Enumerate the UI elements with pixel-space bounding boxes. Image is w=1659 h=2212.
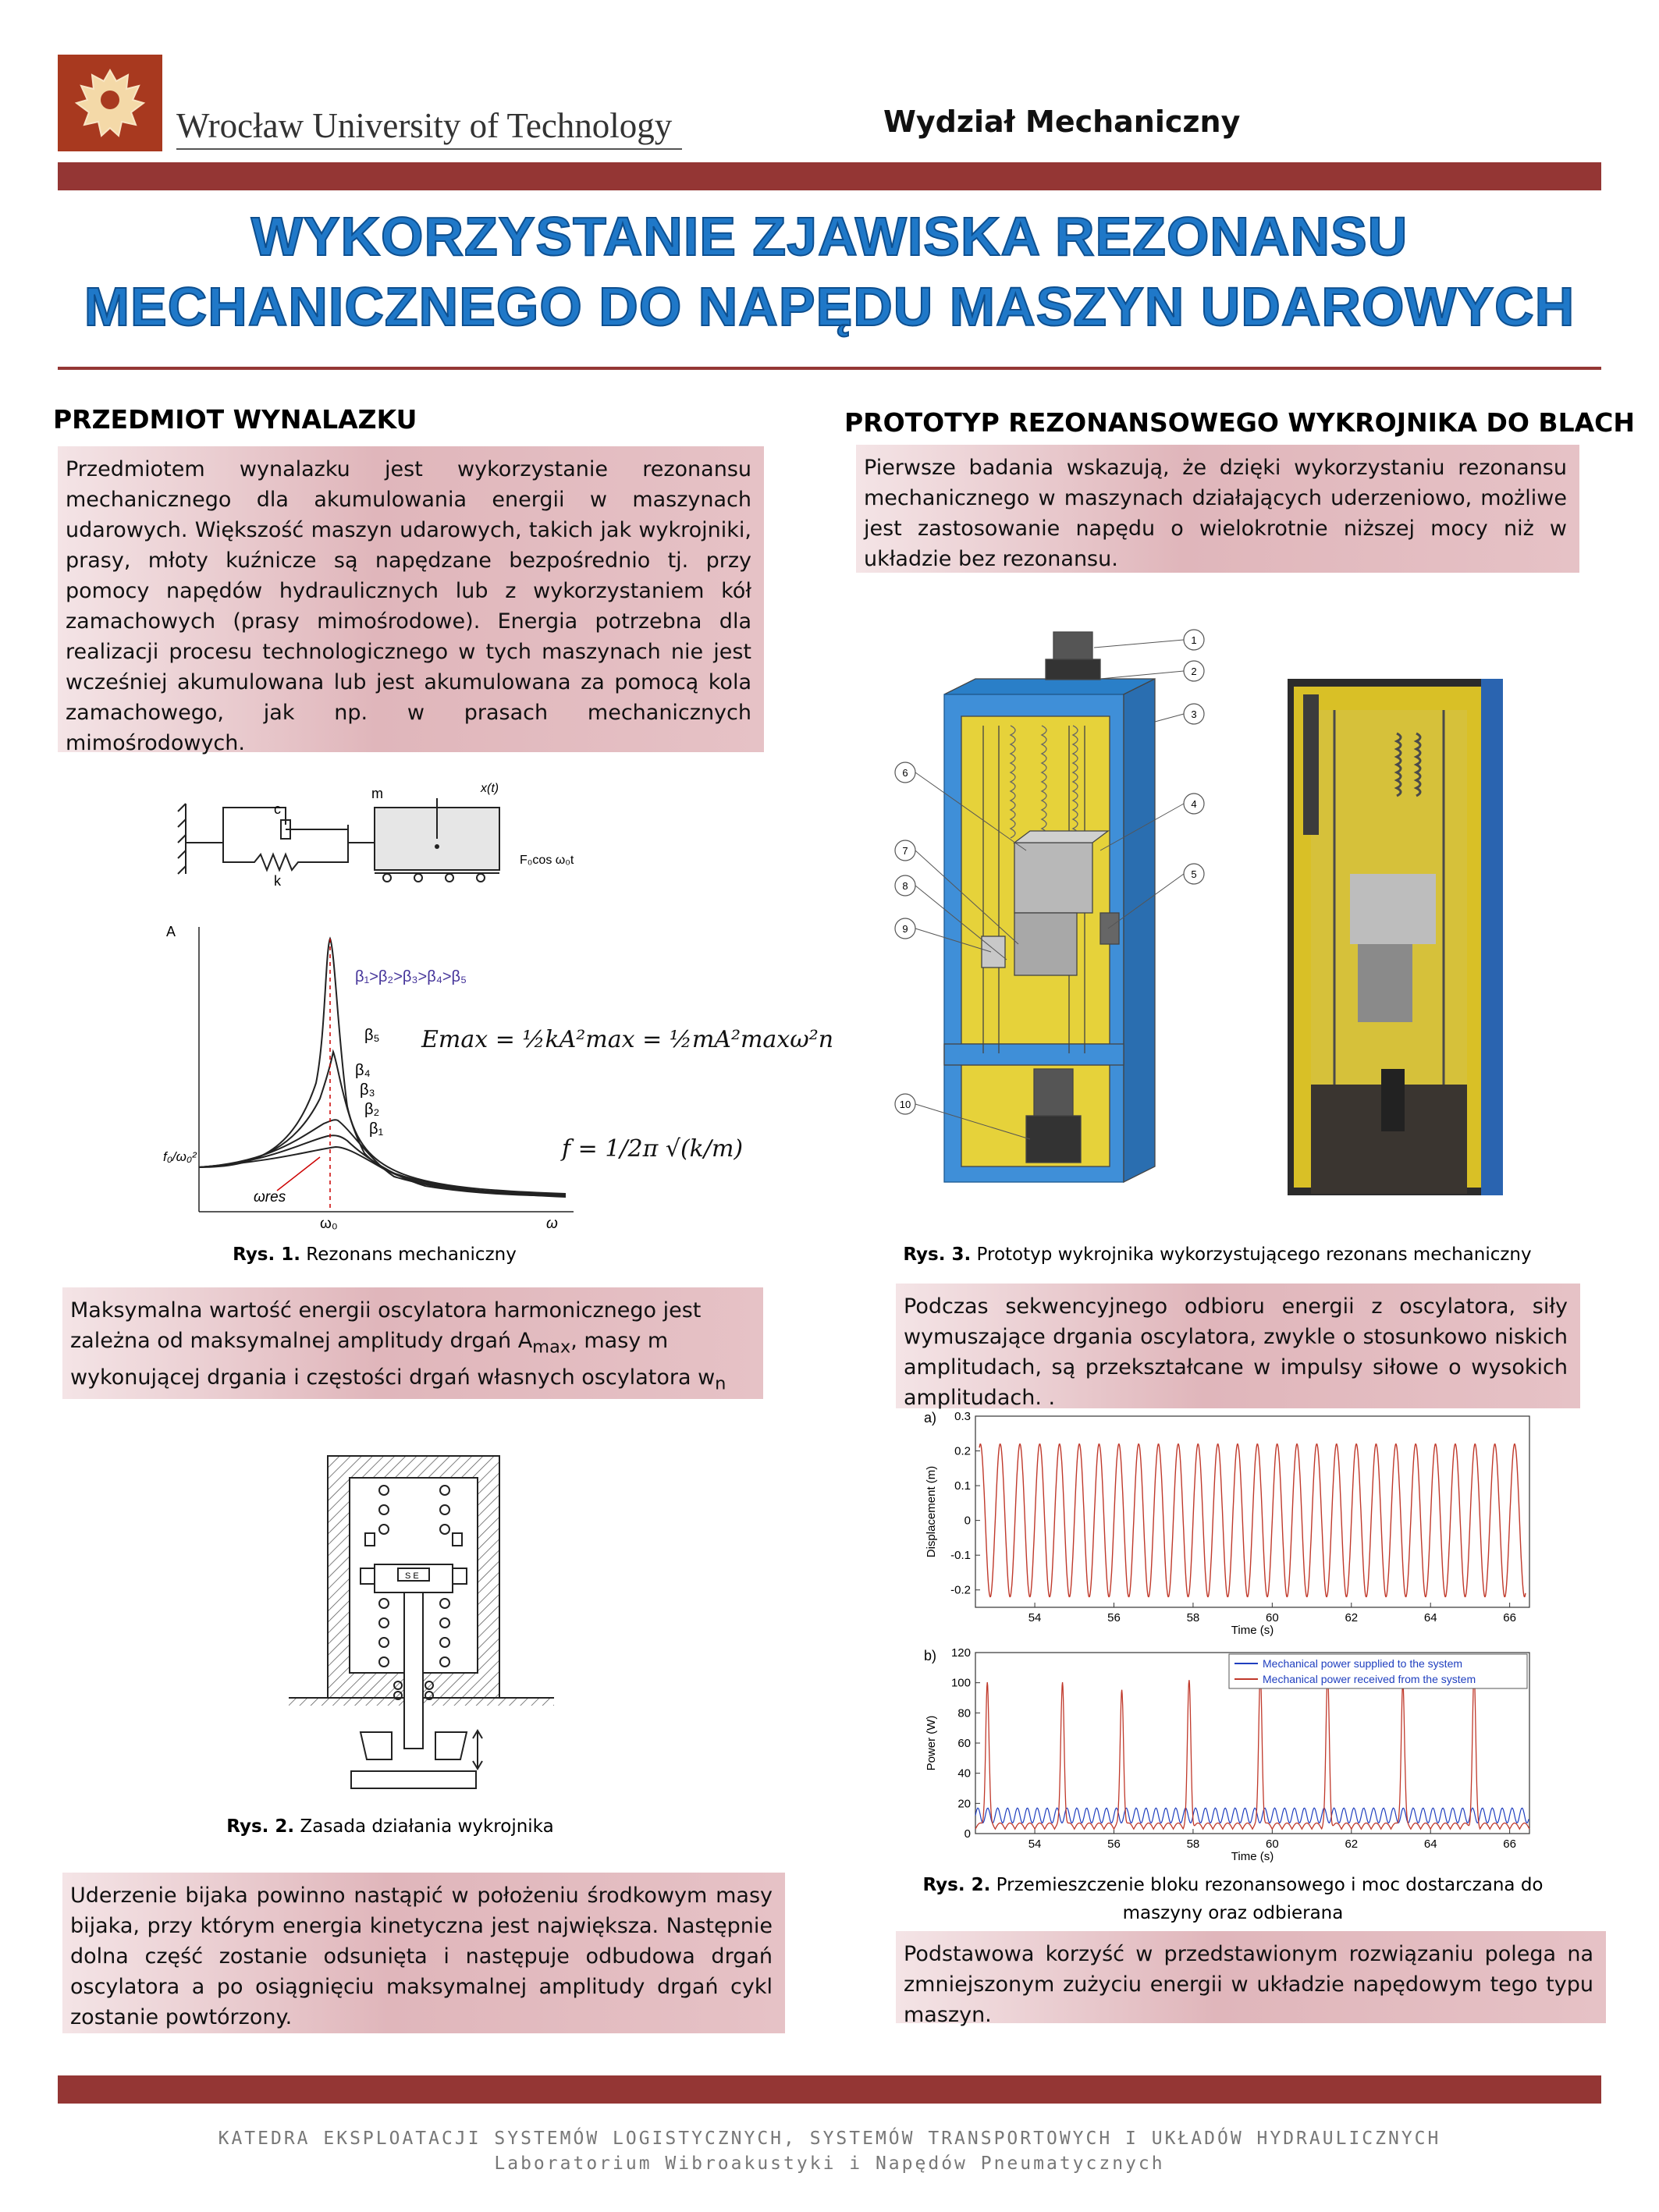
label-b1: β₁ bbox=[369, 1120, 384, 1138]
label-se: S E bbox=[405, 1571, 419, 1581]
label-beta-order: β₁>β₂>β₃>β₄>β₅ bbox=[355, 968, 467, 985]
power-chart bbox=[921, 1646, 1545, 1873]
label-c: c bbox=[274, 801, 281, 817]
title-line-2: MECHANICZNEGO DO NAPĘDU MASZYN UDAROWYCH bbox=[83, 276, 1576, 337]
x-tick-label: 60 bbox=[1266, 1837, 1279, 1851]
energy-text-b: , masy m wykonującej drgania i częstości drgań własnych oscylatora w bbox=[70, 1329, 716, 1390]
x-tick-label: 62 bbox=[1345, 1837, 1359, 1851]
eagle-icon bbox=[58, 55, 162, 151]
label-w: ω bbox=[546, 1216, 558, 1231]
x-axis-label: Time (s) bbox=[1231, 1850, 1274, 1863]
y-tick-label: 0.3 bbox=[954, 1410, 971, 1423]
x-tick-label: 64 bbox=[1423, 1611, 1437, 1624]
impact-paragraph: Uderzenie bijaka powinno nastąpić w położeniu środkowym masy bijaka, przy którym energia kinetyczna jest największa. Następnie dolna część zostanie odsunięta i następuje odbudowa drgań oscylatora a po osiągnięciu maksymalnej amplitudy drgań cykl zostanie powtórzony. bbox=[62, 1873, 785, 2033]
x-tick-label: 66 bbox=[1503, 1611, 1516, 1624]
fig4-caption bbox=[905, 1871, 1561, 1927]
label-m: m bbox=[371, 786, 383, 801]
label-A: A bbox=[166, 924, 176, 939]
prototype-cad-render bbox=[890, 616, 1217, 1194]
prototype-paragraph: Pierwsze badania wskazują, że dzięki wykorzystaniu rezonansu mechanicznego w maszynach działających uderzeniowo, możliwe jest zastosowanie napędu o wielokrotnie niższej mocy niż w układzie bez rezonansu. bbox=[856, 445, 1579, 573]
callout-6: 6 bbox=[902, 767, 908, 779]
x-tick-label: 54 bbox=[1028, 1611, 1042, 1624]
x-tick-label: 56 bbox=[1107, 1611, 1121, 1624]
fig3-caption-label: Rys. 3. bbox=[903, 1244, 972, 1265]
fig3-caption-text: Prototyp wykrojnika wykorzystującego rezonans mechaniczny bbox=[971, 1244, 1532, 1265]
panel-label: b) bbox=[924, 1648, 937, 1663]
energy-sub-n: n bbox=[715, 1373, 726, 1394]
y-tick-label: 60 bbox=[957, 1737, 971, 1750]
y-tick-label: 20 bbox=[957, 1797, 971, 1811]
fig1-caption bbox=[172, 1244, 577, 1265]
callout-2: 2 bbox=[1191, 666, 1197, 677]
callout-3: 3 bbox=[1191, 708, 1197, 720]
fig4-caption-text: Przemieszczenie bloku rezonansowego i moc dostarczana do maszyny oraz odbierana bbox=[990, 1875, 1544, 1923]
label-b3: β₃ bbox=[360, 1081, 375, 1099]
fig3-caption bbox=[890, 1244, 1545, 1265]
y-tick-label: -0.2 bbox=[950, 1583, 971, 1597]
displacement-chart bbox=[921, 1408, 1545, 1650]
label-f0w: f₀/ω₀² bbox=[163, 1149, 197, 1164]
left-heading: PRZEDMIOT WYNALAZKU bbox=[53, 404, 417, 435]
y-tick-label: -0.1 bbox=[950, 1549, 971, 1563]
university-underline bbox=[176, 148, 682, 150]
x-tick-label: 56 bbox=[1107, 1837, 1121, 1851]
y-tick-label: 0.1 bbox=[954, 1479, 971, 1493]
footer-line-1: KATEDRA EKSPLOATACJI SYSTEMÓW LOGISTYCZNYCH, SYSTEMÓW TRANSPORTOWYCH I UKŁADÓW HYDRAULICZNYCH bbox=[218, 2129, 1441, 2149]
frequency-formula: f = 1/2π √(k/m) bbox=[562, 1135, 744, 1163]
label-xt: x(t) bbox=[481, 782, 499, 795]
x-tick-label: 54 bbox=[1028, 1837, 1042, 1851]
callout-1: 1 bbox=[1191, 634, 1197, 646]
callout-9: 9 bbox=[902, 923, 908, 935]
callout-4: 4 bbox=[1191, 798, 1197, 810]
university-name: Wrocław University of Technology bbox=[176, 106, 673, 145]
callout-7: 7 bbox=[902, 845, 908, 857]
callout-5: 5 bbox=[1191, 868, 1197, 880]
title-divider bbox=[58, 367, 1601, 370]
fig1-caption-text: Rezonans mechaniczny bbox=[300, 1244, 517, 1265]
y-axis-label: Power (W) bbox=[925, 1715, 938, 1771]
fig1-caption-label: Rys. 1. bbox=[233, 1244, 300, 1265]
label-b4: β₄ bbox=[355, 1062, 371, 1079]
x-tick-label: 66 bbox=[1503, 1837, 1516, 1851]
callout-10: 10 bbox=[899, 1099, 911, 1110]
header-bar bbox=[58, 162, 1601, 190]
label-force: F₀cos ω₀t bbox=[520, 854, 574, 867]
y-tick-label: 0 bbox=[964, 1827, 971, 1841]
title-line-1: WYKORZYSTANIE ZJAWISKA REZONANSU bbox=[250, 206, 1409, 267]
y-tick-label: 40 bbox=[957, 1766, 971, 1781]
faculty-name: Wydział Mechaniczny bbox=[883, 105, 1241, 139]
energy-text-a: Maksymalna wartość energii oscylatora harmonicznego jest zależna od maksymalnej amplitudy drgań A bbox=[70, 1298, 702, 1353]
fig2-caption-text: Zasada działania wykrojnika bbox=[294, 1816, 554, 1837]
y-tick-label: 0.2 bbox=[954, 1444, 971, 1458]
fig2-caption-label: Rys. 2. bbox=[226, 1816, 295, 1837]
label-b5: β₅ bbox=[364, 1027, 380, 1044]
prototype-photo bbox=[1288, 679, 1503, 1195]
energy-sub-max: max bbox=[532, 1337, 571, 1358]
fig2-caption bbox=[172, 1816, 609, 1837]
label-b2: β₂ bbox=[364, 1101, 380, 1118]
label-w0: ω₀ bbox=[320, 1216, 338, 1231]
oscillator-schematic bbox=[176, 776, 598, 893]
x-tick-label: 62 bbox=[1345, 1611, 1359, 1624]
x-tick-label: 60 bbox=[1266, 1611, 1279, 1624]
y-tick-label: 100 bbox=[950, 1676, 971, 1690]
die-mechanism-drawing bbox=[289, 1451, 554, 1802]
intro-paragraph: Przedmiotem wynalazku jest wykorzystanie rezonansu mechanicznego dla akumulowania energii w maszynach udarowych. Większość maszyn udarowych, takich jak wykrojniki, prasy, młoty kuźnicze są napędzane bezpośrednio tj. przy pomocy napędów hydraulicznych lub z wykorzystaniem kół zamachowych (prasy mimośrodowe). Energia potrzebna dla realizacji procesu technologicznego w tych maszynach nie jest wcześniej akumulowana lub jest akumulowana za pomocą kola zamachowego, jak np. w prasach mechanicznych mimośrodowych. bbox=[58, 446, 764, 752]
footer-bar bbox=[58, 2075, 1601, 2104]
fig4-caption-label: Rys. 2. bbox=[922, 1875, 991, 1895]
legend-label-received: Mechanical power received from the system bbox=[1263, 1673, 1476, 1685]
right-heading: PROTOTYP REZONANSOWEGO WYKROJNIKA DO BLACH bbox=[844, 407, 1635, 438]
panel-label: a) bbox=[924, 1410, 937, 1426]
sequence-paragraph: Podczas sekwencyjnego odbioru energii z oscylatora, siły wymuszające drgania oscylatora, zwykle o stosunkowo niskich amplitudach, są przekształcane w impulsy siłowe o wysokich amplitudach. . bbox=[896, 1284, 1580, 1408]
benefit-paragraph: Podstawowa korzyść w przedstawionym rozwiązaniu polega na zmniejszonym zużyciu energii w układzie napędowym tego typu maszyn. bbox=[896, 1931, 1606, 2023]
x-tick-label: 58 bbox=[1186, 1837, 1200, 1851]
label-w-res: ωres bbox=[254, 1189, 286, 1205]
x-axis-label: Time (s) bbox=[1231, 1624, 1274, 1637]
callout-8: 8 bbox=[902, 880, 908, 892]
footer-line-2: Laboratorium Wibroakustyki i Napędów Pneumatycznych bbox=[494, 2153, 1165, 2174]
x-tick-label: 64 bbox=[1423, 1837, 1437, 1851]
y-tick-label: 0 bbox=[964, 1514, 971, 1528]
energy-paragraph bbox=[62, 1287, 763, 1399]
university-logo bbox=[58, 55, 162, 151]
y-tick-label: 120 bbox=[950, 1646, 971, 1660]
x-tick-label: 58 bbox=[1186, 1611, 1200, 1624]
legend-label-supplied: Mechanical power supplied to the system bbox=[1263, 1657, 1463, 1670]
label-k: k bbox=[274, 873, 281, 889]
y-tick-label: 80 bbox=[957, 1706, 971, 1720]
energy-formula: Emax = ½kA²max = ½mA²maxω²n bbox=[421, 1026, 834, 1053]
resonance-curves bbox=[160, 919, 597, 1231]
y-axis-label: Displacement (m) bbox=[925, 1465, 938, 1558]
